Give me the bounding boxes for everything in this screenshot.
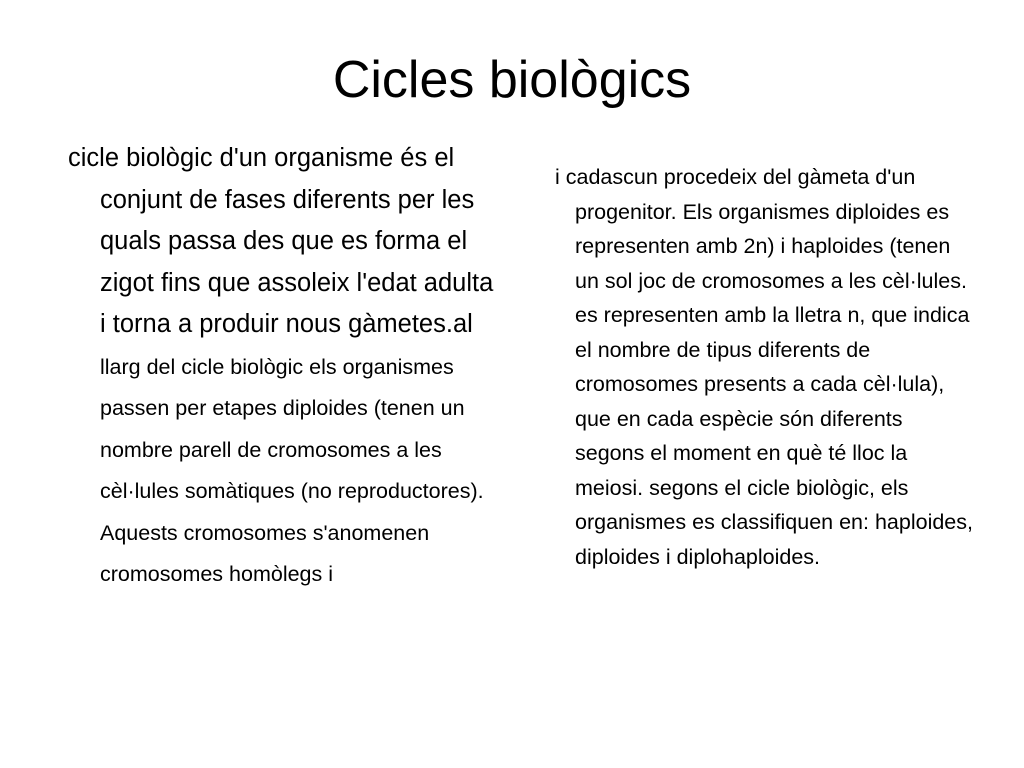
left-text-column: [68, 138, 498, 595]
left-text-large: cicle biològic d'un organisme és el conjunt de fases diferents per les quals passa des que es forma el zigot fins que assoleix l'edat adulta i torna a produir nous gàmetes.al: [68, 144, 494, 338]
left-paragraph: [68, 138, 498, 595]
slide-title: Cicles biològics: [332, 51, 692, 109]
right-text-column: [555, 160, 975, 574]
right-paragraph: i cadascun procedeix del gàmeta d'un progenitor. Els organismes diploides es representen amb 2n) i haploides (tenen un sol joc de cromosomes a les cèl·lules. es representen amb la lletra n, que indica el nombre de tipus diferents de cromosomes presents a cada cèl·lula), que en cada espècie són diferents segons el moment en què té lloc la meiosi. segons el cicle biològic, els organismes es classifiquen en: haploides, diploides i diplohaploides.: [555, 165, 973, 569]
left-text-small: llarg del cicle biològic els organismes passen per etapes diploides (tenen un nombre parell de cromosomes a les cèl·lules somàtiques (no reproductores). Aquests cromosomes s'anomenen cromosomes homòlegs i: [100, 354, 484, 586]
